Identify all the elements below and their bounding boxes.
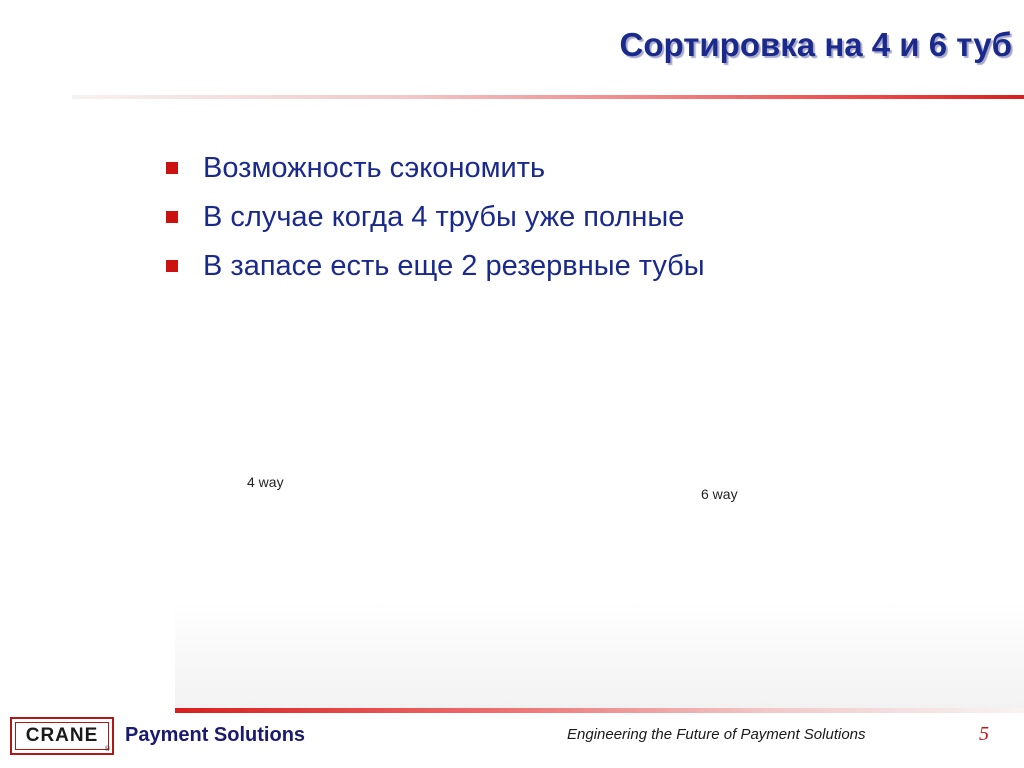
- square-bullet-icon: [166, 211, 178, 223]
- logo-text: CRANE: [25, 725, 99, 746]
- logo-frame: [15, 722, 109, 750]
- registered-mark: ®: [104, 746, 110, 753]
- footer-tagline: Engineering the Future of Payment Solutions: [567, 726, 866, 743]
- bullet-item: [166, 148, 705, 197]
- title-divider: [72, 95, 1024, 99]
- bullet-item: [166, 246, 705, 295]
- six-way-label: 6 way: [701, 486, 738, 502]
- footer-divider: [175, 708, 1024, 713]
- slide-title: Сортировка на 4 и 6 туб: [619, 26, 1012, 63]
- bullet-text: Возможность сэкономить: [203, 152, 546, 184]
- four-way-label: 4 way: [247, 474, 284, 490]
- page-number: 5: [979, 723, 989, 745]
- square-bullet-icon: [166, 162, 178, 174]
- crane-logo: [10, 717, 114, 755]
- bullet-item: [166, 197, 705, 246]
- bullet-list: [166, 148, 705, 295]
- bullet-text: В случае когда 4 трубы уже полные: [203, 201, 685, 233]
- footer-shade: [175, 600, 1024, 710]
- bullet-text: В запасе есть еще 2 резервные тубы: [203, 250, 705, 282]
- square-bullet-icon: [166, 260, 178, 272]
- brand-name: Payment Solutions: [125, 724, 306, 746]
